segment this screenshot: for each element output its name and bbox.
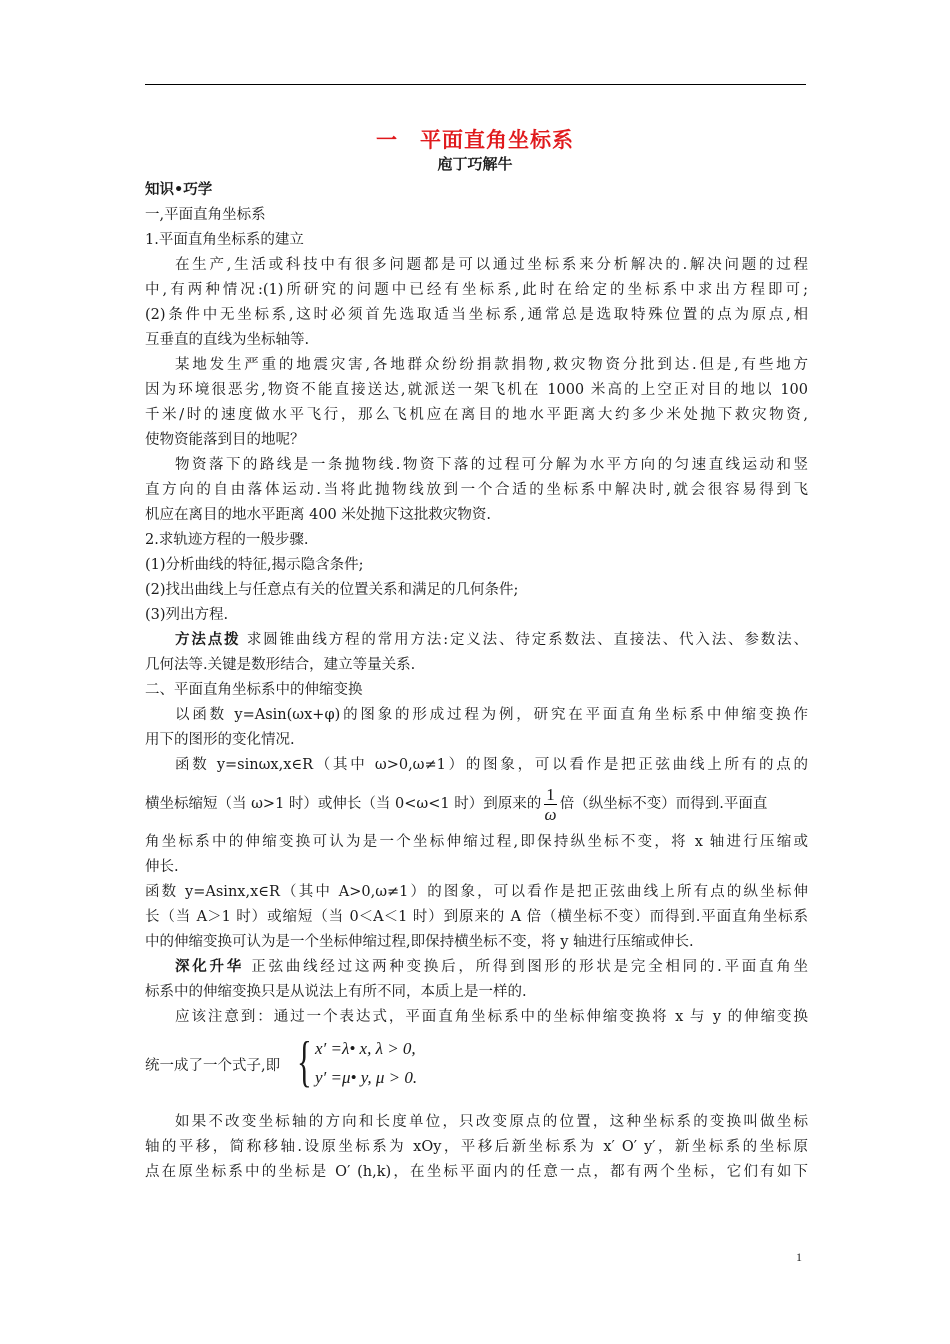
paragraph-line: 点在原坐标系中的坐标是 O′ (h,k)，在坐标平面内的任意一点，都有两个坐标，它们有如下 (145, 1164, 808, 1180)
paragraph-line: 物资落下的路线是一条抛物线.物资下落的过程可分解为水平方向的匀速直线运动和竖 (175, 457, 808, 473)
paragraph-line: 中的伸缩变换可认为是一个坐标伸缩过程,即保持横坐标不变，将 y 轴进行压缩或伸长. (145, 934, 694, 950)
paragraph-line: 中,有两种情况:(1)所研究的问题中已经有坐标系,此时在给定的坐标系中求出方程即可; (145, 282, 808, 298)
page-subtitle: 庖丁巧解牛 (437, 155, 513, 173)
paragraph-line: 角坐标系中的伸缩变换可认为是一个坐标伸缩过程,即保持纵坐标不变，将 x 轴进行压缩或 (145, 834, 808, 850)
section-title: 一,平面直角坐标系 (145, 207, 266, 223)
paragraph-line: 几何法等.关键是数形结合，建立等量关系. (145, 657, 416, 673)
section-title: 二、平面直角坐标系中的伸缩变换 (145, 682, 363, 698)
paragraph-line: 如果不改变坐标轴的方向和长度单位，只改变原点的位置，这种坐标系的变换叫做坐标 (175, 1114, 808, 1130)
paragraph-line: (2)条件中无坐标系,这时必须首先选取适当坐标系,通常总是选取特殊位置的点为原点,相 (145, 307, 808, 323)
document-body (145, 178, 808, 1185)
paragraph-line: 伸长. (145, 859, 179, 875)
section-heading: 知识•巧学 (145, 182, 213, 198)
method-tip-text: 求圆锥曲线方程的常用方法:定义法、待定系数法、直接法、代入法、参数法、 (246, 632, 808, 648)
paragraph-line: 长（当 A＞1 时）或缩短（当 0＜A＜1 时）到原来的 A 倍（横坐标不变）而得到.平面直角坐标系 (145, 909, 808, 925)
list-item: (2)找出曲线上与任意点有关的位置关系和满足的几何条件; (145, 582, 519, 598)
paragraph-text: 横坐标缩短（当 ω>1 时）或伸长（当 0<ω<1 时）到原来的 (145, 796, 542, 812)
paragraph-line: 以函数 y=Asin(ωx+φ)的图象的形成过程为例，研究在平面直角坐标系中伸缩变换作 (175, 707, 808, 723)
deepen-label: 深化升华 (175, 959, 245, 975)
equation-system-line (145, 1031, 808, 1096)
paragraph-line: 机应在离目的地水平距离 400 米处抛下这批救灾物资. (145, 507, 492, 523)
page-title (0, 124, 950, 154)
page-number: 1 (796, 1250, 802, 1264)
equation-x: x′ =λ• x, λ > 0, (315, 1039, 416, 1058)
fraction-one-over-omega (544, 785, 557, 824)
header-rule (145, 84, 806, 85)
list-item: (3)列出方程. (145, 607, 229, 623)
spacer (145, 1096, 808, 1110)
paragraph-line: 应该注意到：通过一个表达式，平面直角坐标系中的坐标伸缩变换将 x 与 y 的伸缩变换 (175, 1009, 808, 1025)
equation-y: y′ =μ• y, μ > 0. (315, 1068, 418, 1087)
title-number: 一 (376, 128, 398, 152)
left-brace: { (297, 1031, 312, 1093)
paragraph-line: 函数 y=sinωx,x∈R（其中 ω>0,ω≠1）的图象，可以看作是把正弦曲线上所有的点的 (175, 757, 808, 773)
paragraph-line: 用下的图形的变化情况. (145, 732, 295, 748)
paragraph-line: 使物资能落到目的地呢？ (145, 432, 305, 448)
paragraph-line: 直方向的自由落体运动.当将此抛物线放到一个合适的坐标系中解决时,就会很容易得到飞 (145, 482, 808, 498)
paragraph-line: 千米/时的速度做水平飞行，那么飞机应在离目的地水平距离大约多少米处抛下救灾物资, (145, 407, 808, 423)
paragraph-line: 标系中的伸缩变换只是从说法上有所不同，本质上是一样的. (145, 984, 527, 1000)
paragraph-text: 倍（纵坐标不变）而得到.平面直 (559, 796, 768, 812)
deepen-text: 正弦曲线经过这两种变换后，所得到图形的形状是完全相同的.平面直角坐 (251, 959, 809, 975)
fraction-line (145, 778, 808, 830)
paragraph-line: 在生产,生活或科技中有很多问题都是可以通过坐标系来分析解决的.解决问题的过程 (175, 257, 808, 273)
paragraph-line (145, 628, 808, 653)
paragraph-line (145, 955, 808, 980)
subsection-title: 1.平面直角坐标系的建立 (145, 232, 304, 248)
paragraph-line: 互垂直的直线为坐标轴等. (145, 332, 310, 348)
fraction-numerator: 1 (546, 784, 555, 804)
paragraph-line: 因为环境很恶劣,物资不能直接送达,就派送一架飞机在 1000 米高的上空正对目的地以 100 (145, 382, 808, 398)
fraction-denominator: ω (544, 804, 557, 824)
paragraph-text: 统一成了一个式子,即 (145, 1058, 281, 1074)
paragraph-line: 函数 y=Asinx,x∈R（其中 A>0,ω≠1）的图象，可以看作是把正弦曲线上所有点的纵坐标伸 (145, 884, 808, 900)
paragraph-line: 某地发生严重的地震灾害,各地群众纷纷捐款捐物,救灾物资分批到达.但是,有些地方 (175, 357, 808, 373)
method-tip-label: 方法点拨 (175, 632, 241, 648)
title-text: 平面直角坐标系 (420, 128, 574, 152)
paragraph-line: 轴的平移，简称移轴.设原坐标系为 xOy，平移后新坐标系为 x′ O′ y′，新坐标系的坐标原 (145, 1139, 808, 1155)
subsection-title: 2.求轨迹方程的一般步骤. (145, 532, 309, 548)
list-item: (1)分析曲线的特征,揭示隐含条件; (145, 557, 364, 573)
